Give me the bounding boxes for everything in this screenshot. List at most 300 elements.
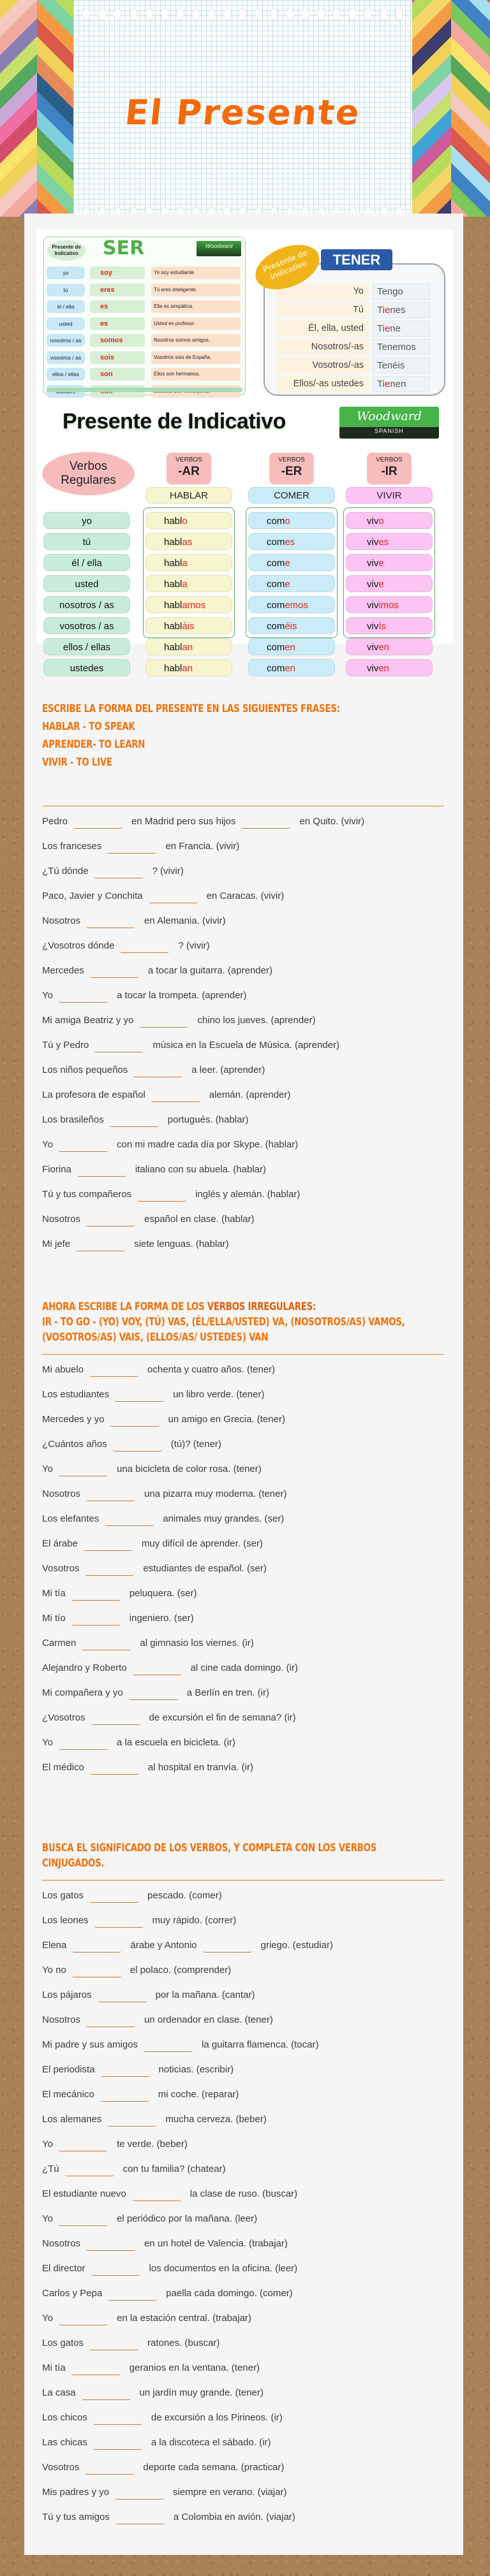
answer-blank-input[interactable] xyxy=(76,1238,125,1251)
answer-blank-input[interactable] xyxy=(241,815,290,829)
conjugation-er xyxy=(248,638,335,655)
answer-blank-input[interactable] xyxy=(82,1637,131,1650)
exercise-text: deporte cada semana. (practicar) xyxy=(143,2462,285,2473)
exercise-text: en Francia. (vivir) xyxy=(165,841,240,852)
exercise-text: la clase de ruso. (buscar) xyxy=(189,2188,298,2199)
exercise-text: Fiorina xyxy=(42,1164,71,1175)
section-divider xyxy=(42,1354,444,1355)
answer-blank-input[interactable] xyxy=(59,2138,108,2151)
ending: emos xyxy=(285,600,309,611)
binder-hole xyxy=(177,9,184,20)
ser-row xyxy=(47,282,242,299)
ending: nen xyxy=(390,379,406,389)
answer-blank-input[interactable] xyxy=(77,1163,126,1177)
ser-pronoun: usted xyxy=(47,317,85,330)
exercise-text: El director xyxy=(42,2263,85,2274)
answer-blank-input[interactable] xyxy=(72,1964,121,1977)
exercise-text: Mercedes xyxy=(42,965,84,976)
exercise-text: Mis padres y yo xyxy=(42,2487,110,2498)
exercise-row xyxy=(42,1889,444,1914)
exercise-text: La casa xyxy=(42,2387,76,2398)
exercise-row xyxy=(42,1014,444,1039)
exercise-text: Nosotros xyxy=(42,1488,81,1499)
exercise-row xyxy=(42,1989,444,2014)
section-3-exercises xyxy=(42,1889,444,2536)
exercise-row xyxy=(42,1463,444,1488)
exercise-text: ¿Cuántos años xyxy=(42,1439,107,1450)
stem: com xyxy=(267,537,285,548)
answer-blank-input[interactable] xyxy=(149,890,198,903)
exercise-text: Carlos y Pepa xyxy=(42,2288,103,2299)
exercise-row xyxy=(42,840,444,865)
exercise-text: Paco, Javier y Conchita xyxy=(42,891,143,901)
binder-hole xyxy=(302,9,309,20)
exercise-text: Mi padre y sus amigos xyxy=(42,2039,138,2050)
regulares-row xyxy=(37,638,453,659)
answer-blank-input[interactable] xyxy=(89,2337,138,2350)
exercise-text: Los alemanes xyxy=(42,2114,102,2125)
tener-form xyxy=(373,376,430,392)
exercise-text: ¿Tú xyxy=(42,2164,59,2174)
heading-line: HABLAR - TO SPEAK xyxy=(42,720,135,732)
exercise-text: ingeniero. (ser) xyxy=(129,1613,194,1624)
regulares-title: Presente de Indicativo xyxy=(63,409,286,433)
exercise-text: siempre en verano. (viajar) xyxy=(173,2487,287,2498)
answer-blank-input[interactable] xyxy=(89,1889,138,1903)
exercise-text: por la mañana. (cantar) xyxy=(155,1990,255,2000)
answer-blank-input[interactable] xyxy=(59,2312,108,2325)
ser-pronoun: yo xyxy=(47,266,85,279)
answer-blank-input[interactable] xyxy=(98,1989,147,2002)
exercise-row xyxy=(42,1213,444,1238)
exercise-text: Yo xyxy=(42,1139,53,1150)
ending: an xyxy=(182,663,193,674)
answer-blank-input[interactable] xyxy=(71,2362,121,2375)
exercise-row xyxy=(42,2039,444,2063)
answer-blank-input[interactable] xyxy=(90,1761,139,1775)
answer-blank-input[interactable] xyxy=(115,1388,164,1402)
irregular-stem: ie xyxy=(382,379,390,389)
exercise-text: Los estudiantes xyxy=(42,1389,110,1400)
binder-hole xyxy=(99,9,106,20)
ser-row xyxy=(47,332,242,349)
answer-blank-input[interactable] xyxy=(94,1039,144,1052)
exercise-text: a la escuela en bicicleta. (ir) xyxy=(116,1737,235,1748)
section-1-heading xyxy=(42,701,444,770)
pronoun-cell: tú xyxy=(43,533,130,550)
exercise-text: Mi tío xyxy=(42,1613,66,1624)
answer-blank-input[interactable] xyxy=(94,1914,144,1928)
exercise-text: Yo xyxy=(42,1464,53,1474)
exercise-text: (tú)? (tener) xyxy=(170,1439,221,1450)
exercise-text: Vosotros xyxy=(42,2462,80,2473)
answer-blank-input[interactable] xyxy=(101,2063,150,2077)
answer-blank-input[interactable] xyxy=(71,1612,121,1626)
exercise-text: la guitarra flamenca. (tocar) xyxy=(202,2039,319,2050)
answer-blank-input[interactable] xyxy=(84,1538,133,1551)
answer-blank-input[interactable] xyxy=(94,865,144,878)
ending: ís xyxy=(378,621,387,632)
ser-row xyxy=(47,316,242,333)
exercise-row xyxy=(42,2113,444,2138)
answer-blank-input[interactable] xyxy=(100,2088,149,2102)
exercise-text: al cine cada domingo. (ir) xyxy=(190,1663,298,1673)
conjugation-er xyxy=(248,659,335,676)
exercise-text: Nosotros xyxy=(42,2238,81,2249)
exercise-text: un ordenador en clase. (tener) xyxy=(144,2014,273,2025)
section-3-heading xyxy=(42,1840,438,1871)
conjugation-ar xyxy=(145,659,232,676)
answer-blank-input[interactable] xyxy=(86,1488,135,1501)
exercise-row xyxy=(42,1939,444,1964)
binder-hole xyxy=(364,9,371,20)
answer-blank-input[interactable] xyxy=(203,1939,252,1953)
binder-hole xyxy=(286,9,293,20)
exercise-text: Los brasileños xyxy=(42,1114,104,1125)
ser-example: Vosotros sois de España. xyxy=(151,351,241,364)
tener-pronoun: Nosotros/-as xyxy=(276,339,369,355)
verb-category-ir xyxy=(367,453,412,484)
stem: T xyxy=(377,323,383,334)
heading-line: IR - TO GO - (YO) VOY, (TÚ) VAS, (ÉL/ELLA/USTED) VA, (NOSOTROS/AS) VAMOS, (VOSOTROS/AS) VAIS, (ELLOS/AS/ USTEDES) VAN xyxy=(42,1316,405,1343)
answer-blank-input[interactable] xyxy=(110,1114,159,1127)
exercise-text: Tú y Pedro xyxy=(42,1040,89,1051)
answer-blank-input[interactable] xyxy=(86,2238,135,2251)
ser-row xyxy=(47,349,242,367)
answer-blank-input[interactable] xyxy=(59,1139,108,1152)
heading-text: AHORA ESCRIBE LA FORMA DE LOS xyxy=(42,1300,207,1313)
answer-blank-input[interactable] xyxy=(132,2188,181,2201)
exercise-text: al hospital en tranvía. (ir) xyxy=(147,1762,253,1773)
exercise-text: muy difícil de aprender. (ser) xyxy=(141,1538,263,1549)
ending: áis xyxy=(182,621,195,632)
exercise-text: el periódico por la mañana. (leer) xyxy=(116,2213,258,2224)
answer-blank-input[interactable] xyxy=(72,1939,121,1953)
exercise-text: italiano con su abuela. (hablar) xyxy=(135,1164,266,1175)
exercise-row xyxy=(42,1188,444,1213)
exercise-text: El árabe xyxy=(42,1538,78,1549)
exercise-row xyxy=(42,1914,444,1939)
answer-blank-input[interactable] xyxy=(85,2461,134,2475)
ser-form: somos xyxy=(90,334,145,347)
ending: an xyxy=(182,642,193,653)
exercise-text: ochenta y cuatro años. (tener) xyxy=(147,1364,276,1375)
stem: T xyxy=(377,379,383,389)
answer-blank-input[interactable] xyxy=(137,1188,186,1202)
answer-blank-input[interactable] xyxy=(93,2436,142,2450)
exercise-section-3 xyxy=(42,1840,444,2536)
verb-category-ending: -IR xyxy=(381,465,397,478)
binder-hole xyxy=(396,9,403,20)
stem: com xyxy=(267,558,285,569)
ser-form: soy xyxy=(90,266,145,279)
tener-row xyxy=(276,375,430,393)
exercise-text: El mecánico xyxy=(42,2089,94,2100)
tener-title: TENER xyxy=(321,249,392,270)
section-2-heading xyxy=(42,1299,438,1345)
exercise-row xyxy=(42,2238,444,2262)
exercise-text: Mi compañera y yo xyxy=(42,1687,123,1698)
exercise-text: Los leones xyxy=(42,1915,89,1926)
exercise-text: ratones. (buscar) xyxy=(147,2338,220,2348)
exercise-text: a Colombia en avión. (viajar) xyxy=(173,2512,295,2522)
stem: habl xyxy=(164,516,182,527)
exercise-row xyxy=(42,2188,444,2213)
exercise-row xyxy=(42,1163,444,1188)
verb-category-small: VERBOS xyxy=(278,456,305,463)
answer-blank-input[interactable] xyxy=(133,1662,182,1675)
ser-example: Yo soy estudiante. xyxy=(151,266,241,279)
answer-blank-input[interactable] xyxy=(59,1736,108,1750)
exercise-text: Los chicos xyxy=(42,2412,87,2423)
exercise-row xyxy=(42,1089,444,1114)
exercise-text: a leer. (aprender) xyxy=(191,1065,265,1075)
exercise-row xyxy=(42,2063,444,2088)
answer-blank-input[interactable] xyxy=(113,1438,162,1452)
woodward-brand: Woodward xyxy=(356,409,422,423)
binder-hole xyxy=(114,9,121,20)
ser-rows xyxy=(47,265,242,400)
exercise-text: ? (vivir) xyxy=(152,866,184,877)
exercise-row xyxy=(42,1964,444,1989)
exercise-text: Yo xyxy=(42,1737,53,1748)
ser-form: son xyxy=(90,368,145,381)
tener-form xyxy=(373,358,430,374)
stem: habl xyxy=(164,558,182,569)
ser-pronoun: nosotros / as xyxy=(47,334,85,347)
exercise-text: a Berlín en tren. (ir) xyxy=(186,1687,269,1698)
exercise-row xyxy=(42,1039,444,1064)
tener-pronoun: Vosotros/-as xyxy=(276,358,369,374)
exercise-text: a la discoteca el sábado. (ir) xyxy=(151,2437,271,2448)
exercise-text: una bicicleta de color rosa. (tener) xyxy=(116,1464,262,1474)
exercise-row xyxy=(42,1139,444,1163)
answer-blank-input[interactable] xyxy=(89,1364,138,1377)
conjugation-image xyxy=(37,229,453,674)
stem: habl xyxy=(164,621,182,632)
heading-line xyxy=(42,1299,438,1314)
tener-pronoun: Ellos/-as ustedes xyxy=(276,376,369,392)
exercise-text: geranios en la ventana. (tener) xyxy=(129,2362,260,2373)
exercise-text: Los gatos xyxy=(42,2338,84,2348)
binder-hole xyxy=(318,9,325,20)
infinitive-vivir: VIVIR xyxy=(346,487,433,504)
answer-blank-input[interactable] xyxy=(82,2387,131,2400)
tener-row xyxy=(276,338,430,356)
exercise-row xyxy=(42,964,444,989)
ending: engo xyxy=(382,286,403,297)
exercise-text: árabe y Antonio xyxy=(130,1940,197,1951)
exercise-text: chino los jueves. (aprender) xyxy=(197,1015,316,1026)
answer-blank-input[interactable] xyxy=(71,1587,121,1601)
exercise-text: Elena xyxy=(42,1940,67,1951)
exercise-text: estudiantes de español. (ser) xyxy=(143,1563,267,1574)
stem: T xyxy=(377,286,382,297)
answer-blank-input[interactable] xyxy=(93,2412,142,2425)
ser-example: Nosotros somos amigos. xyxy=(151,334,241,347)
answer-blank-input[interactable] xyxy=(108,2287,157,2301)
binder-hole xyxy=(333,9,340,20)
answer-blank-input[interactable] xyxy=(85,1562,134,1576)
stem: viv xyxy=(367,558,379,569)
tener-form xyxy=(373,339,430,355)
verb-category-small: VERBOS xyxy=(175,456,202,463)
answer-blank-input[interactable] xyxy=(105,1513,154,1526)
stem: habl xyxy=(164,600,182,611)
exercise-text: ¿Vosotros dónde xyxy=(42,940,115,951)
answer-blank-input[interactable] xyxy=(73,815,122,829)
exercise-row xyxy=(42,1438,444,1463)
ending: as xyxy=(182,537,193,548)
stem: viv xyxy=(367,663,379,674)
exercise-text: Yo xyxy=(42,2139,53,2150)
ser-example: Ellos son hermanos. xyxy=(151,368,241,381)
chevron-pattern-left xyxy=(0,0,73,217)
answer-blank-input[interactable] xyxy=(59,2213,108,2226)
exercise-text: Nosotros xyxy=(42,915,81,926)
binder-hole xyxy=(380,9,387,20)
binder-hole xyxy=(83,9,90,20)
pronoun-cell: él / ella xyxy=(43,554,130,571)
exercise-text: música en la Escuela de Música. (aprender) xyxy=(152,1040,340,1051)
answer-blank-input[interactable] xyxy=(107,2113,156,2127)
exercise-row xyxy=(42,1612,444,1637)
pronoun-cell: yo xyxy=(43,512,130,529)
exercise-row xyxy=(42,1064,444,1089)
exercise-row xyxy=(42,2461,444,2486)
answer-blank-input[interactable] xyxy=(91,1712,140,1725)
exercise-text: ? (vivir) xyxy=(178,940,210,951)
answer-blank-input[interactable] xyxy=(129,1687,178,1700)
heading-line: VIVIR - TO LIVE xyxy=(42,756,112,768)
exercise-text: Mercedes y yo xyxy=(42,1414,105,1425)
answer-blank-input[interactable] xyxy=(59,1463,108,1476)
exercise-text: Tú y tus compañeros xyxy=(42,1189,132,1200)
tener-badge: Presente de Indicativo xyxy=(249,236,326,298)
exercise-text: inglés y alemán. (hablar) xyxy=(195,1189,301,1200)
exercise-text: en Madrid pero sus hijos xyxy=(131,816,236,827)
tener-form xyxy=(373,321,430,337)
ending: a xyxy=(182,558,188,569)
exercise-row xyxy=(42,2287,444,2312)
tener-row xyxy=(276,319,430,338)
stem: com xyxy=(267,516,285,527)
conjugation-ar xyxy=(145,638,232,655)
tener-pronoun: Tú xyxy=(276,302,369,318)
ending: en xyxy=(285,642,296,653)
header-banner xyxy=(0,0,490,217)
exercise-row xyxy=(42,1637,444,1662)
answer-blank-input[interactable] xyxy=(90,964,139,978)
answer-blank-input[interactable] xyxy=(86,1213,135,1226)
exercise-row xyxy=(42,2312,444,2337)
ser-title: SER xyxy=(103,237,145,259)
exercise-text: noticias. (escribir) xyxy=(158,2064,234,2075)
ending: es xyxy=(378,537,389,548)
stem: viv xyxy=(367,537,379,548)
exercise-text: de excursión el fin de semana? (ir) xyxy=(149,1712,296,1723)
exercise-text: El médico xyxy=(42,1762,84,1773)
exercise-row xyxy=(42,1488,444,1513)
exercise-text: Yo xyxy=(42,2213,53,2224)
answer-blank-input[interactable] xyxy=(65,2163,114,2176)
verb-category-ar xyxy=(167,453,211,484)
exercise-row xyxy=(42,2262,444,2287)
exercise-text: El estudiante nuevo xyxy=(42,2188,126,2199)
answer-blank-input[interactable] xyxy=(59,989,108,1003)
exercise-text: un amigo en Grecia. (tener) xyxy=(168,1414,285,1425)
exercise-text: paella cada domingo. (comer) xyxy=(166,2288,293,2299)
binder-hole xyxy=(208,9,215,20)
ser-pronoun: ellos / ellas xyxy=(47,368,85,381)
pronoun-cell: nosotros / as xyxy=(43,596,130,613)
ending: en xyxy=(285,663,296,674)
exercise-row xyxy=(42,1114,444,1139)
answer-blank-input[interactable] xyxy=(144,2039,193,2052)
exercise-row xyxy=(42,2337,444,2362)
ending: es xyxy=(285,537,295,548)
answer-blank-input[interactable] xyxy=(133,1064,182,1077)
exercise-row xyxy=(42,2511,444,2536)
verb-category-small: VERBOS xyxy=(376,456,403,463)
answer-blank-input[interactable] xyxy=(115,2511,165,2524)
stem: com xyxy=(267,600,285,611)
answer-blank-input[interactable] xyxy=(91,2262,140,2276)
ser-pronoun: tú xyxy=(47,284,85,296)
exercise-row xyxy=(42,1538,444,1562)
conjugation-ir xyxy=(346,638,433,655)
stem: habl xyxy=(164,537,182,548)
answer-blank-input[interactable] xyxy=(151,1089,200,1102)
answer-blank-input[interactable] xyxy=(120,940,169,953)
exercise-row xyxy=(42,2486,444,2511)
exercise-section-2 xyxy=(42,1299,444,1786)
ser-pronoun: él / ella xyxy=(47,300,85,313)
exercise-row xyxy=(42,2436,444,2461)
exercise-row xyxy=(42,2163,444,2188)
stem: habl xyxy=(164,579,182,590)
chevron-pattern-right xyxy=(412,0,490,217)
exercise-text: a tocar la trompeta. (aprender) xyxy=(116,990,247,1001)
answer-blank-input[interactable] xyxy=(115,2486,164,2500)
exercise-row xyxy=(42,1587,444,1612)
ending: en xyxy=(378,663,390,674)
exercise-row xyxy=(42,1761,444,1786)
ending: imos xyxy=(378,600,399,611)
exercise-text: Los elefantes xyxy=(42,1513,100,1524)
exercise-text: Las chicas xyxy=(42,2437,87,2448)
tener-pronoun: Yo xyxy=(276,284,369,300)
answer-blank-input[interactable] xyxy=(110,1413,160,1427)
ending: éis xyxy=(285,621,297,632)
answer-blank-input[interactable] xyxy=(107,840,156,854)
exercise-row xyxy=(42,1562,444,1587)
page-title: El Presente xyxy=(122,92,363,133)
stem: com xyxy=(267,642,285,653)
answer-blank-input[interactable] xyxy=(86,2014,135,2027)
binder-hole xyxy=(349,9,356,20)
exercise-text: Tú y tus amigos xyxy=(42,2512,110,2522)
exercise-text: pescado. (comer) xyxy=(147,1890,222,1901)
answer-blank-input[interactable] xyxy=(139,1014,188,1028)
ending: o xyxy=(182,516,188,527)
ending: e xyxy=(378,558,384,569)
answer-blank-input[interactable] xyxy=(86,915,135,928)
exercise-text: Alejandro y Roberto xyxy=(42,1663,127,1673)
exercise-text: español en clase. (hablar) xyxy=(144,1214,255,1225)
exercise-row xyxy=(42,1364,444,1388)
exercise-text: mi coche. (reparar) xyxy=(158,2089,239,2100)
